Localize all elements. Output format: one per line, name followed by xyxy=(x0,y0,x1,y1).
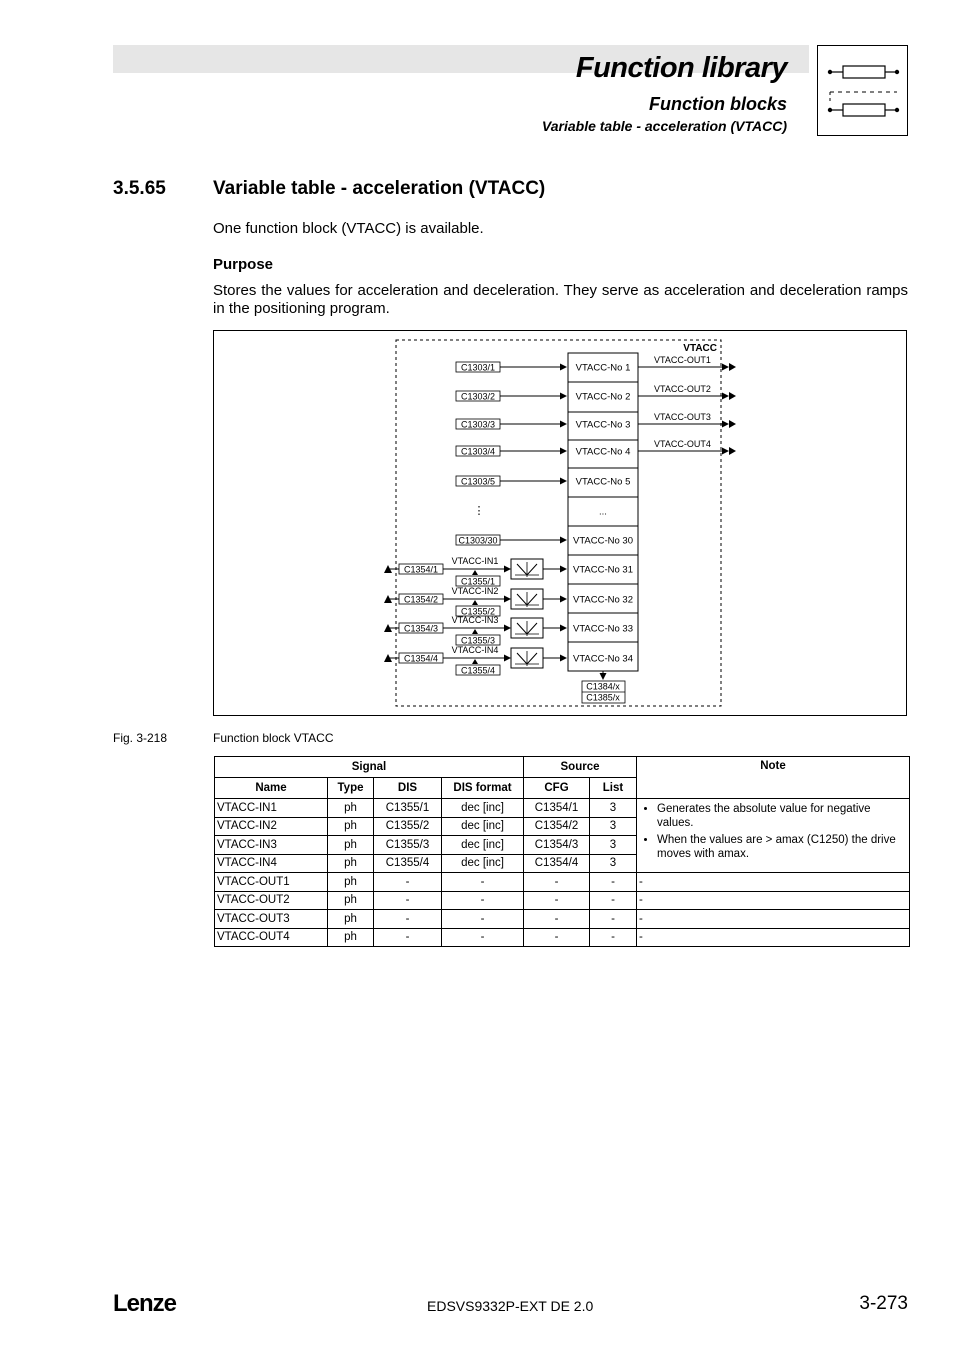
intro-text: One function block (VTACC) is available. xyxy=(213,220,484,237)
table-row xyxy=(215,910,910,929)
cell-name: VTACC-OUT1 xyxy=(215,873,328,892)
input-signal-name: VTACC-IN2 xyxy=(451,586,499,596)
section-title: Variable table - acceleration (VTACC) xyxy=(213,178,546,199)
cell-type: ph xyxy=(328,799,374,818)
note-bullet: • Generates the absolute value for negative values. xyxy=(657,802,905,830)
cell-list: 3 xyxy=(590,836,637,855)
col-header-dis: DIS xyxy=(374,778,442,799)
dis-arrow-icon xyxy=(472,659,478,664)
col-header-name: Name xyxy=(215,778,328,799)
figure-caption: Function block VTACC xyxy=(213,731,334,745)
table-row-label: VTACC-No 31 xyxy=(572,564,634,576)
input-signal-name: VTACC-IN4 xyxy=(451,645,499,655)
dis-arrow-icon xyxy=(472,570,478,575)
vertical-ellipsis: ⋮ xyxy=(473,505,485,517)
output-connector-icon xyxy=(729,363,736,371)
cell-fmt: dec [inc] xyxy=(442,836,524,855)
cell-name: VTACC-IN3 xyxy=(215,836,328,855)
cell-note: - xyxy=(637,891,910,910)
table-row-label: ... xyxy=(599,506,607,518)
cell-fmt: - xyxy=(442,928,524,947)
cell-dis: C1355/4 xyxy=(374,854,442,873)
input-cfg-label: C1354/4 xyxy=(403,653,439,664)
code-input-label: C1303/5 xyxy=(460,476,496,487)
cell-name: VTACC-OUT4 xyxy=(215,928,328,947)
cell-fmt: dec [inc] xyxy=(442,854,524,873)
group-header-note: Note xyxy=(637,757,910,799)
cell-list: 3 xyxy=(590,854,637,873)
table-row xyxy=(215,891,910,910)
table-row xyxy=(215,799,910,818)
cell-type: ph xyxy=(328,854,374,873)
output-label: VTACC-OUT3 xyxy=(654,412,711,422)
cell-type: ph xyxy=(328,817,374,836)
input-signal-name: VTACC-IN1 xyxy=(451,556,499,566)
table-row-label: VTACC-No 30 xyxy=(572,535,634,547)
table-row xyxy=(215,928,910,947)
cell-fmt: - xyxy=(442,910,524,929)
output-connector-icon xyxy=(729,420,736,428)
cell-name: VTACC-IN2 xyxy=(215,817,328,836)
table-row-label: VTACC-No 5 xyxy=(575,476,631,488)
cell-dis: - xyxy=(374,910,442,929)
cell-type: ph xyxy=(328,873,374,892)
cell-cfg: - xyxy=(524,928,590,947)
cell-list: - xyxy=(590,910,637,929)
cell-type: ph xyxy=(328,910,374,929)
brand-logo: Lenze xyxy=(113,1290,177,1317)
cell-fmt: - xyxy=(442,891,524,910)
cell-dis: - xyxy=(374,873,442,892)
input-cfg-label: C1354/2 xyxy=(403,594,439,605)
cell-cfg: C1354/2 xyxy=(524,817,590,836)
group-header-signal: Signal xyxy=(215,757,524,778)
signal-table xyxy=(214,756,910,947)
cell-fmt: - xyxy=(442,873,524,892)
cell-list: - xyxy=(590,873,637,892)
diagram-canvas xyxy=(214,331,905,714)
code-input-label: C1303/30 xyxy=(458,535,498,546)
output-connector-icon xyxy=(729,392,736,400)
cell-note: - xyxy=(637,873,910,892)
cell-fmt: dec [inc] xyxy=(442,817,524,836)
cell-cfg: C1354/4 xyxy=(524,854,590,873)
output-connector-icon xyxy=(729,447,736,455)
purpose-text: Stores the values for acceleration and deceleration. They serve as acceleration and deceleration ramps in the positioning program. xyxy=(213,282,908,317)
table-row xyxy=(215,873,910,892)
chapter-subtitle: Function blocks xyxy=(648,94,787,114)
cell-cfg: - xyxy=(524,873,590,892)
cell-type: ph xyxy=(328,891,374,910)
cell-cfg: C1354/1 xyxy=(524,799,590,818)
cell-list: - xyxy=(590,928,637,947)
cell-name: VTACC-IN4 xyxy=(215,854,328,873)
cell-dis: C1355/3 xyxy=(374,836,442,855)
cell-type: ph xyxy=(328,928,374,947)
col-header-list: List xyxy=(590,778,637,799)
input-signal-name: VTACC-IN3 xyxy=(451,615,499,625)
block-boundary xyxy=(396,340,721,706)
table-row-label: VTACC-No 3 xyxy=(575,419,631,431)
purpose-heading: Purpose xyxy=(213,256,274,273)
cell-fmt: dec [inc] xyxy=(442,799,524,818)
code-input-label: C1303/2 xyxy=(460,391,496,402)
col-header-cfg: CFG xyxy=(524,778,590,799)
function-block-diagram xyxy=(213,330,907,716)
cell-cfg: - xyxy=(524,891,590,910)
input-dis-label: C1355/2 xyxy=(460,606,496,617)
cell-type: ph xyxy=(328,836,374,855)
cell-name: VTACC-IN1 xyxy=(215,799,328,818)
input-dis-label: C1355/1 xyxy=(460,576,496,587)
figure-number: Fig. 3-218 xyxy=(113,731,168,745)
bottom-code-1: C1384/x xyxy=(586,681,620,692)
table-row-label: VTACC-No 32 xyxy=(572,594,634,606)
cell-dis: C1355/1 xyxy=(374,799,442,818)
table-row-label: VTACC-No 33 xyxy=(572,623,634,635)
cell-dis: - xyxy=(374,928,442,947)
cell-dis: C1355/2 xyxy=(374,817,442,836)
table-row-label: VTACC-No 2 xyxy=(575,391,631,403)
cell-note-inputs xyxy=(637,799,910,873)
cell-cfg: C1354/3 xyxy=(524,836,590,855)
cell-cfg: - xyxy=(524,910,590,929)
input-cfg-label: C1354/3 xyxy=(403,623,439,634)
table-row-label: VTACC-No 4 xyxy=(575,446,631,458)
output-label: VTACC-OUT4 xyxy=(654,439,711,449)
section-number: 3.5.65 xyxy=(113,178,166,199)
chapter-subsubtitle: Variable table - acceleration (VTACC) xyxy=(541,118,787,134)
code-input-label: C1303/1 xyxy=(460,362,496,373)
col-header-type: Type xyxy=(328,778,374,799)
cell-name: VTACC-OUT2 xyxy=(215,891,328,910)
input-dis-label: C1355/3 xyxy=(460,635,496,646)
dis-arrow-icon xyxy=(472,600,478,605)
cell-list: - xyxy=(590,891,637,910)
cell-dis: - xyxy=(374,891,442,910)
input-dis-label: C1355/4 xyxy=(460,665,496,676)
block-title: VTACC xyxy=(683,343,717,354)
function-block-icon xyxy=(817,45,908,136)
cell-note: - xyxy=(637,928,910,947)
group-header-source: Source xyxy=(524,757,637,778)
col-header-dis-format: DIS format xyxy=(442,778,524,799)
table-row-label: VTACC-No 34 xyxy=(572,653,634,665)
cell-list: 3 xyxy=(590,799,637,818)
cell-name: VTACC-OUT3 xyxy=(215,910,328,929)
output-label: VTACC-OUT1 xyxy=(654,355,711,365)
document-id: EDSVS9332P-EXT DE 2.0 xyxy=(427,1298,594,1314)
input-cfg-label: C1354/1 xyxy=(403,564,439,575)
page-number: 3-273 xyxy=(859,1293,908,1314)
dis-arrow-icon xyxy=(472,629,478,634)
bottom-code-2: C1385/x xyxy=(586,692,620,703)
cell-list: 3 xyxy=(590,817,637,836)
cell-note: - xyxy=(637,910,910,929)
output-label: VTACC-OUT2 xyxy=(654,384,711,394)
table-row-label: VTACC-No 1 xyxy=(575,362,631,374)
note-bullet: • When the values are > amax (C1250) the drive moves with amax. xyxy=(657,833,905,861)
chapter-title: Function library xyxy=(575,52,787,84)
code-input-label: C1303/3 xyxy=(460,419,496,430)
code-input-label: C1303/4 xyxy=(460,446,496,457)
